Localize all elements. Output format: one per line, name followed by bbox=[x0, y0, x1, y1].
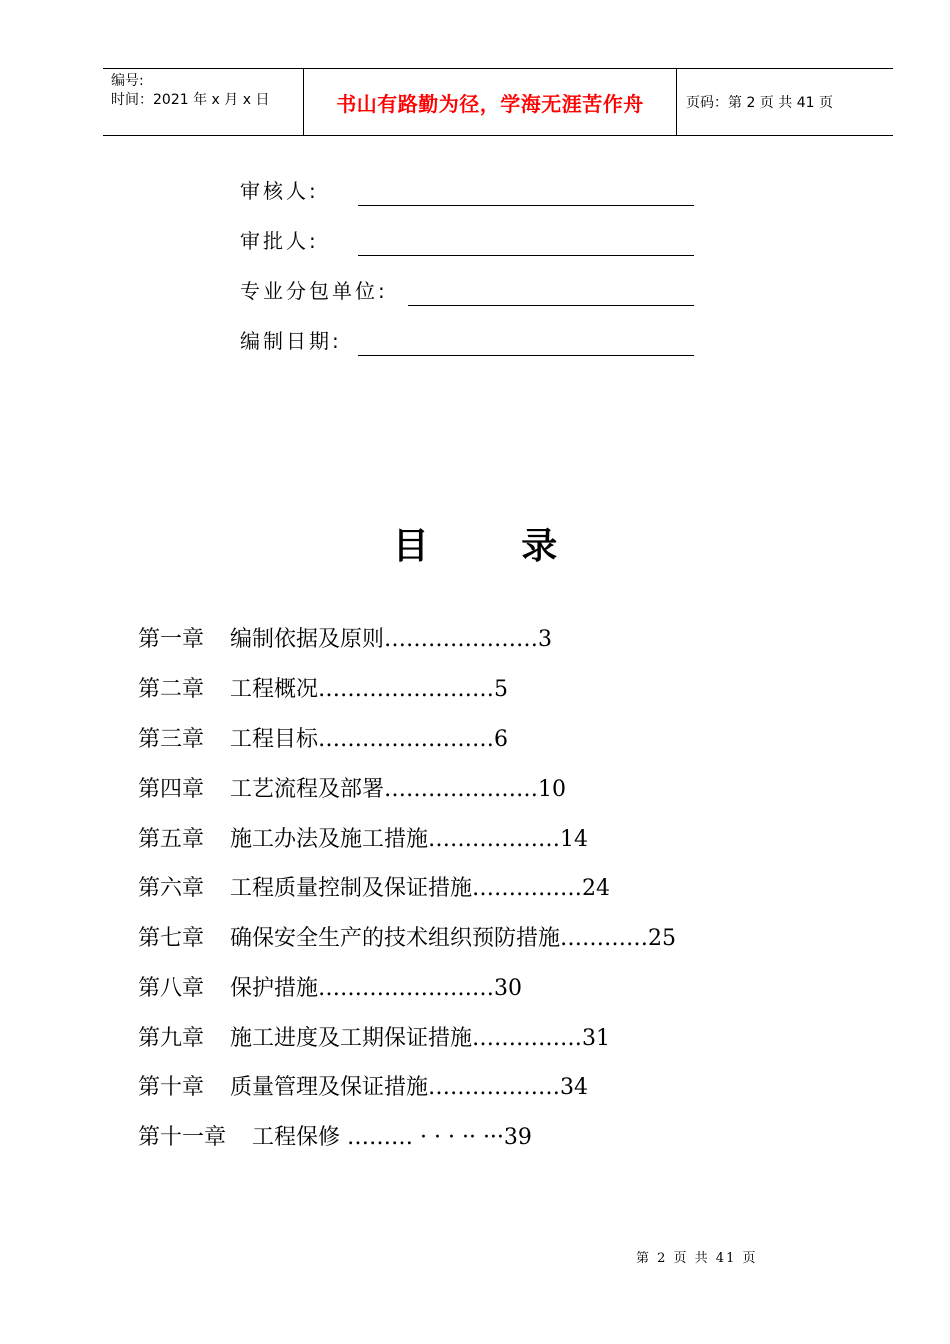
toc-entry-text: 编制依据及原则…………………3 bbox=[230, 627, 553, 652]
header-page-info: 页码：第 2 页 共 41 页 bbox=[686, 95, 833, 111]
toc-chapter: 第六章 bbox=[138, 876, 205, 901]
toc-chapter: 第一章 bbox=[138, 627, 205, 652]
toc-item[interactable] bbox=[138, 1123, 532, 1153]
signature-line[interactable] bbox=[408, 305, 694, 306]
signature-label: 审批人: bbox=[240, 229, 319, 253]
header-divider bbox=[676, 69, 677, 135]
page-footer: 第 2 页 共 41 页 bbox=[636, 1251, 758, 1266]
signature-row-date bbox=[240, 328, 700, 358]
toc-entry-text: 工艺流程及部署…………………10 bbox=[230, 777, 567, 802]
toc-item[interactable] bbox=[138, 924, 676, 954]
toc-entry-text: 确保安全生产的技术组织预防措施…………25 bbox=[230, 926, 677, 951]
toc-entry-text: 保护措施……………………30 bbox=[230, 976, 523, 1001]
toc-entry-text: 施工进度及工期保证措施……………31 bbox=[230, 1026, 611, 1051]
toc-entry-text: 工程保修 ……… · · · ·· ···39 bbox=[252, 1125, 532, 1150]
toc-item[interactable] bbox=[138, 675, 508, 705]
signature-row-reviewer bbox=[240, 178, 700, 208]
toc-entry-text: 质量管理及保证措施………………34 bbox=[230, 1075, 589, 1100]
toc-chapter: 第十章 bbox=[138, 1075, 205, 1100]
signature-line[interactable] bbox=[358, 255, 694, 256]
header-meta bbox=[111, 72, 306, 110]
toc-item[interactable] bbox=[138, 775, 566, 805]
toc-chapter: 第八章 bbox=[138, 976, 205, 1001]
toc-chapter: 第九章 bbox=[138, 1026, 205, 1051]
signature-line[interactable] bbox=[358, 205, 694, 206]
toc-chapter: 第四章 bbox=[138, 777, 205, 802]
toc-entry-text: 工程目标……………………6 bbox=[230, 727, 509, 752]
header-motto: 书山有路勤为径，学海无涯苦作舟 bbox=[336, 91, 644, 116]
page-header bbox=[103, 68, 893, 136]
signature-row-approver bbox=[240, 228, 700, 258]
toc-title: 目 录 bbox=[392, 526, 558, 567]
document-number-label: 编号: bbox=[111, 73, 144, 89]
toc-item[interactable] bbox=[138, 974, 522, 1004]
toc-entry-text: 施工办法及施工措施………………14 bbox=[230, 827, 589, 852]
signature-row-subcontractor bbox=[240, 278, 700, 308]
signature-label: 专业分包单位: bbox=[240, 279, 388, 303]
document-time-label: 时间：2021 年 x 月 x 日 bbox=[111, 92, 270, 108]
toc-item[interactable] bbox=[138, 1073, 588, 1103]
toc-entry-text: 工程质量控制及保证措施……………24 bbox=[230, 876, 611, 901]
signature-line[interactable] bbox=[358, 355, 694, 356]
toc-item[interactable] bbox=[138, 725, 508, 755]
toc-item[interactable] bbox=[138, 825, 588, 855]
signature-label: 审核人: bbox=[240, 179, 319, 203]
toc-chapter: 第十一章 bbox=[138, 1125, 227, 1150]
toc-item[interactable] bbox=[138, 625, 552, 655]
toc-item[interactable] bbox=[138, 1024, 610, 1054]
toc-chapter: 第二章 bbox=[138, 677, 205, 702]
signature-label: 编制日期: bbox=[240, 329, 342, 353]
toc-chapter: 第七章 bbox=[138, 926, 205, 951]
toc-chapter: 第五章 bbox=[138, 827, 205, 852]
toc-chapter: 第三章 bbox=[138, 727, 205, 752]
toc-item[interactable] bbox=[138, 874, 610, 904]
toc-entry-text: 工程概况……………………5 bbox=[230, 677, 509, 702]
